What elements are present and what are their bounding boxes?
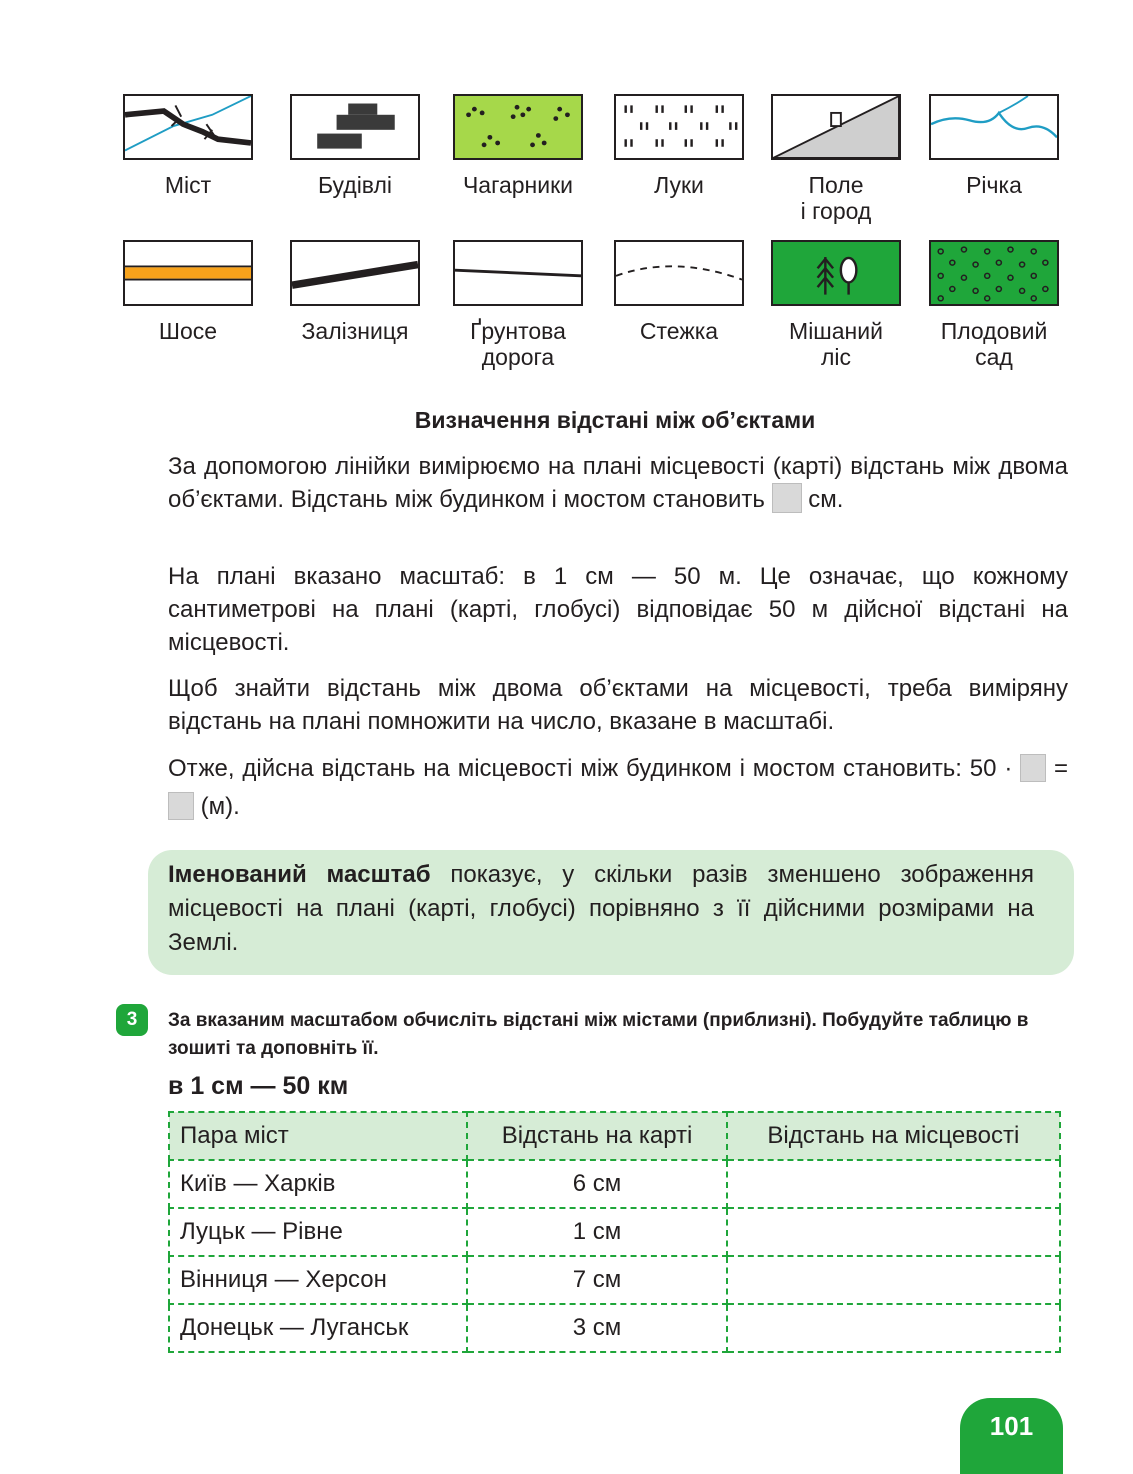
paragraph-result-text: Отже, дійсна відстань на місцевості між будинком і мостом становить: 50 · xyxy=(168,755,1021,782)
map-distance-cell: 6 см xyxy=(467,1160,726,1208)
map-distance-cell: 1 см xyxy=(467,1208,726,1256)
paragraph-measure xyxy=(168,450,1068,516)
meadows-symbol xyxy=(614,94,744,160)
table-row xyxy=(169,1304,1060,1352)
railway-symbol xyxy=(290,240,420,306)
header-map-distance: Відстань на карті xyxy=(467,1112,726,1160)
legend-label-orchard: Плодовий сад xyxy=(940,318,1048,370)
buildings-symbol xyxy=(290,94,420,160)
river-symbol xyxy=(929,94,1059,160)
distance-table xyxy=(168,1111,1061,1353)
legend-label-dirt-road: Ґрунтова дорога xyxy=(470,318,566,370)
table-row xyxy=(169,1208,1060,1256)
dirt-road-symbol xyxy=(453,240,583,306)
orchard-symbol xyxy=(929,240,1059,306)
header-city-pair: Пара міст xyxy=(169,1112,467,1160)
table-header-row xyxy=(169,1112,1060,1160)
legend-label-bridge: Міст xyxy=(164,172,212,198)
paragraph-result-unit: (м). xyxy=(194,793,240,820)
definition-term: Іменований масштаб xyxy=(168,861,431,888)
answer-blank-cm[interactable] xyxy=(772,483,802,513)
legend-label-railway: Залізниця xyxy=(301,318,409,344)
table-row xyxy=(169,1160,1060,1208)
map-distance-cell: 3 см xyxy=(467,1304,726,1352)
real-distance-cell[interactable] xyxy=(727,1208,1060,1256)
city-pair-cell: Київ — Харків xyxy=(169,1160,467,1208)
map-distance-cell: 7 см xyxy=(467,1256,726,1304)
legend-label-river: Річка xyxy=(966,172,1022,198)
answer-blank-meters[interactable] xyxy=(168,792,194,820)
real-distance-cell[interactable] xyxy=(727,1160,1060,1208)
equals-sign: = xyxy=(1046,755,1068,782)
mixed-forest-symbol xyxy=(771,240,901,306)
city-pair-cell: Вінниця — Херсон xyxy=(169,1256,467,1304)
paragraph-scale: На плані вказано масштаб: в 1 см — 50 м. Це означає, що кожному сантиметрові на плані (карті, глобусі) відповідає 50 м дійсної відстані на місцевості. xyxy=(168,563,1068,656)
path-symbol xyxy=(614,240,744,306)
legend-label-highway: Шосе xyxy=(158,318,218,344)
field-symbol xyxy=(771,94,901,160)
task-number-badge: 3 xyxy=(116,1004,148,1036)
real-distance-cell[interactable] xyxy=(727,1256,1060,1304)
city-pair-cell: Луцьк — Рівне xyxy=(169,1208,467,1256)
legend-label-buildings: Будівлі xyxy=(317,172,393,198)
definition-callout xyxy=(148,850,1074,975)
answer-blank-factor[interactable] xyxy=(1020,754,1046,782)
paragraph-result xyxy=(168,750,1068,826)
paragraph-measure-text: За допомогою лінійки вимірюємо на плані місцевості (карті) відстань між двома об’єктами. Відстань між будинком і мостом становить xyxy=(168,453,1068,513)
highway-symbol xyxy=(123,240,253,306)
legend-label-shrubs: Чагарники xyxy=(462,172,574,198)
city-pair-cell: Донецьк — Луганськ xyxy=(169,1304,467,1352)
shrubs-symbol xyxy=(453,94,583,160)
legend-label-meadows: Луки xyxy=(654,172,704,198)
legend-label-field: Поле і город xyxy=(800,172,872,224)
paragraph-method: Щоб знайти відстань між двома об’єктами на місцевості, треба виміряну відстань на плані помножити на число, вказане в масштабі. xyxy=(168,675,1068,735)
section-title: Визначення відстані між об’єктами xyxy=(414,407,816,433)
page-number: 101 xyxy=(960,1398,1063,1474)
definition-text: показує, у скільки разів зменшено зображення місцевості на плані (карті, глобусі) порівняно з її дійсними розмірами на Землі. xyxy=(168,861,1034,956)
header-real-distance: Відстань на місцевості xyxy=(727,1112,1060,1160)
task-text: За вказаним масштабом обчисліть відстані між містами (приблизні). Побудуйте таблицю в зошиті та доповніть її. xyxy=(168,1010,1029,1059)
bridge-symbol xyxy=(123,94,253,160)
paragraph-measure-unit: см. xyxy=(801,486,844,513)
legend-label-mixed-forest: Мішаний ліс xyxy=(789,318,883,370)
legend-label-path: Стежка xyxy=(639,318,719,344)
real-distance-cell[interactable] xyxy=(727,1304,1060,1352)
scale-label: в 1 см — 50 км xyxy=(168,1072,349,1100)
table-row xyxy=(169,1256,1060,1304)
